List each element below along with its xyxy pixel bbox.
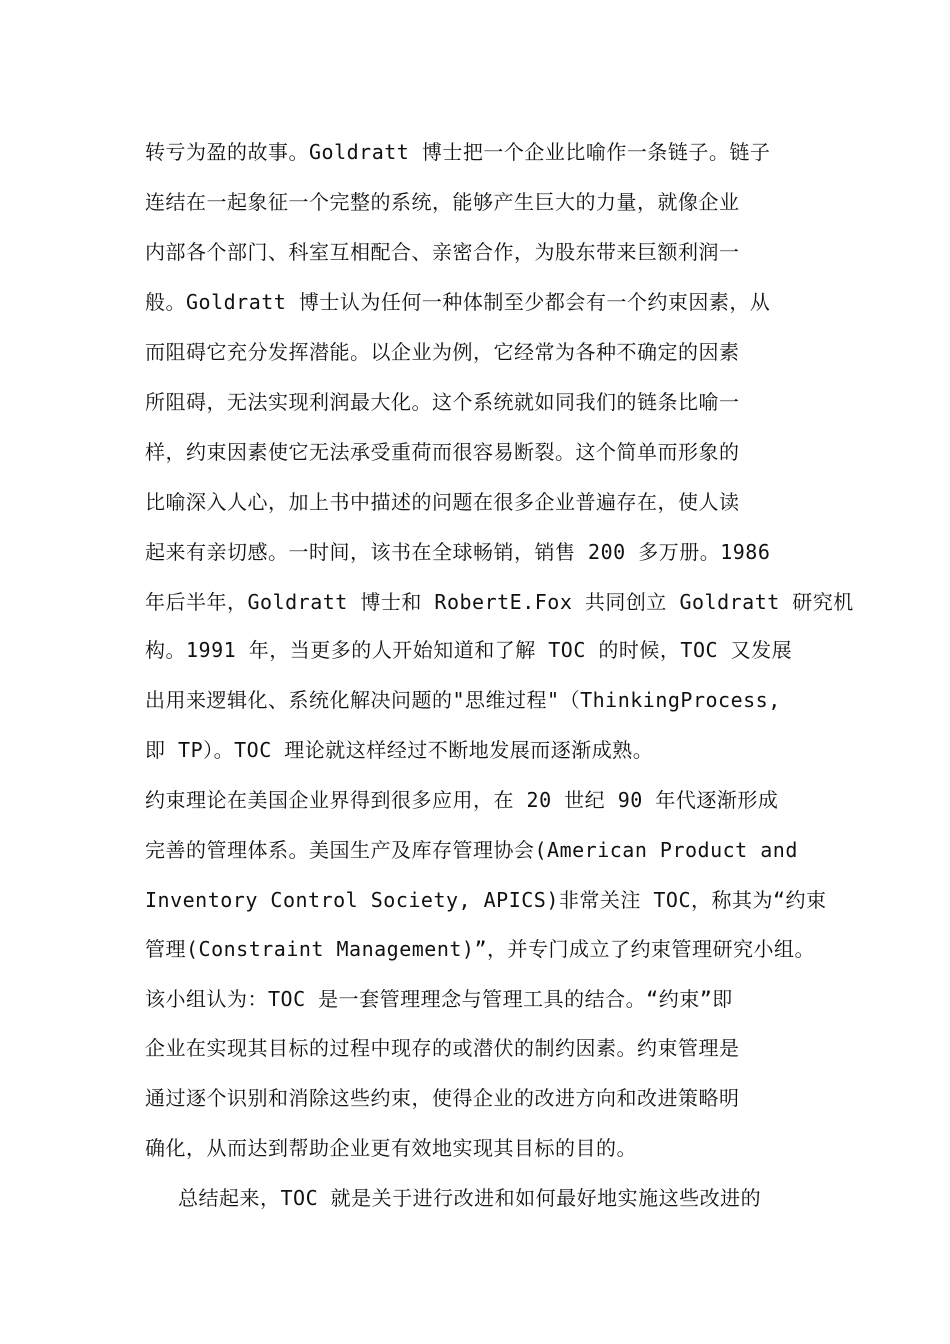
text-line: 构。1991 年，当更多的人开始知道和了解 TOC 的时候，TOC 又发展 [145, 638, 793, 662]
text-line: 出用来逻辑化、系统化解决问题的"思维过程"（ThinkingProcess, [145, 688, 781, 712]
text-line: 所阻碍，无法实现利润最大化。这个系统就如同我们的链条比喻一 [145, 390, 740, 414]
text-line: 管理(Constraint Management)”，并专门成立了约束管理研究小组。 [145, 937, 815, 961]
text-line: 样，约束因素使它无法承受重荷而很容易断裂。这个简单而形象的 [145, 440, 740, 464]
text-line: 年后半年，Goldratt 博士和 RobertE.Fox 共同创立 Goldratt 研究机 [145, 590, 854, 614]
text-line: 内部各个部门、科室互相配合、亲密合作，为股东带来巨额利润一 [145, 240, 740, 264]
text-line: 确化，从而达到帮助企业更有效地实现其目标的目的。 [145, 1136, 637, 1160]
text-line: 总结起来，TOC 就是关于进行改进和如何最好地实施这些改进的 [178, 1186, 762, 1210]
text-line: 起来有亲切感。一时间，该书在全球畅销，销售 200 多万册。1986 [145, 540, 771, 564]
text-line: 企业在实现其目标的过程中现存的或潜伏的制约因素。约束管理是 [145, 1036, 740, 1060]
text-line: 该小组认为：TOC 是一套管理理念与管理工具的结合。“约束”即 [145, 987, 733, 1011]
text-line: 比喻深入人心，加上书中描述的问题在很多企业普遍存在，使人读 [145, 490, 740, 514]
text-line: Inventory Control Society, APICS)非常关注 TOC，称其为“约束 [145, 888, 827, 912]
text-line: 般。Goldratt 博士认为任何一种体制至少都会有一个约束因素，从 [145, 290, 771, 314]
text-line: 连结在一起象征一个完整的系统，能够产生巨大的力量，就像企业 [145, 190, 740, 214]
text-line: 通过逐个识别和消除这些约束，使得企业的改进方向和改进策略明 [145, 1086, 740, 1110]
text-line: 完善的管理体系。美国生产及库存管理协会(American Product and [145, 838, 798, 862]
text-line: 而阻碍它充分发挥潜能。以企业为例，它经常为各种不确定的因素 [145, 340, 740, 364]
text-line: 转亏为盈的故事。Goldratt 博士把一个企业比喻作一条链子。链子 [145, 140, 771, 164]
text-line: 即 TP）。TOC 理论就这样经过不断地发展而逐渐成熟。 [145, 738, 654, 762]
text-line: 约束理论在美国企业界得到很多应用，在 20 世纪 90 年代逐渐形成 [145, 788, 779, 812]
